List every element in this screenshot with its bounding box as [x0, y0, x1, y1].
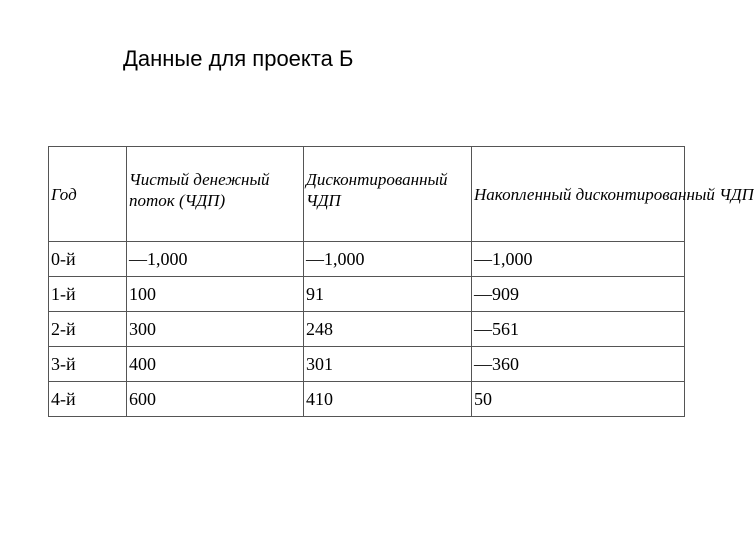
cell-discounted-cash-flow: 301: [304, 347, 472, 382]
cell-discounted-cash-flow: 410: [304, 382, 472, 417]
column-header-year: Год: [49, 147, 127, 242]
table-row: [49, 347, 685, 382]
cell-cumulative-discounted-cash-flow: —561: [472, 312, 685, 347]
column-header-discounted-cash-flow: Дисконтированный ЧДП: [304, 147, 472, 242]
table-row: [49, 277, 685, 312]
cash-flow-table: [48, 146, 754, 417]
cell-net-cash-flow: —1,000: [127, 242, 304, 277]
cell-cumulative-discounted-cash-flow: —909: [472, 277, 685, 312]
cell-year: 4-й: [49, 382, 127, 417]
cell-net-cash-flow: 600: [127, 382, 304, 417]
page-title: Данные для проекта Б: [123, 46, 354, 71]
cell-year: 1-й: [49, 277, 127, 312]
cell-net-cash-flow: 300: [127, 312, 304, 347]
column-header-cumulative-discounted-cash-flow: Накопленный дисконтированный ЧДП: [472, 147, 685, 242]
cell-year: 2-й: [49, 312, 127, 347]
table-header-row: [49, 147, 685, 242]
cell-net-cash-flow: 400: [127, 347, 304, 382]
cell-cumulative-discounted-cash-flow: —1,000: [472, 242, 685, 277]
table-row: [49, 382, 685, 417]
cell-discounted-cash-flow: —1,000: [304, 242, 472, 277]
column-header-net-cash-flow: Чистый денежный поток (ЧДП): [127, 147, 304, 242]
table-row: [49, 242, 685, 277]
cell-year: 3-й: [49, 347, 127, 382]
cell-cumulative-discounted-cash-flow: —360: [472, 347, 685, 382]
cell-cumulative-discounted-cash-flow: 50: [472, 382, 685, 417]
cell-discounted-cash-flow: 248: [304, 312, 472, 347]
cell-discounted-cash-flow: 91: [304, 277, 472, 312]
cell-year: 0-й: [49, 242, 127, 277]
cell-net-cash-flow: 100: [127, 277, 304, 312]
table-row: [49, 312, 685, 347]
